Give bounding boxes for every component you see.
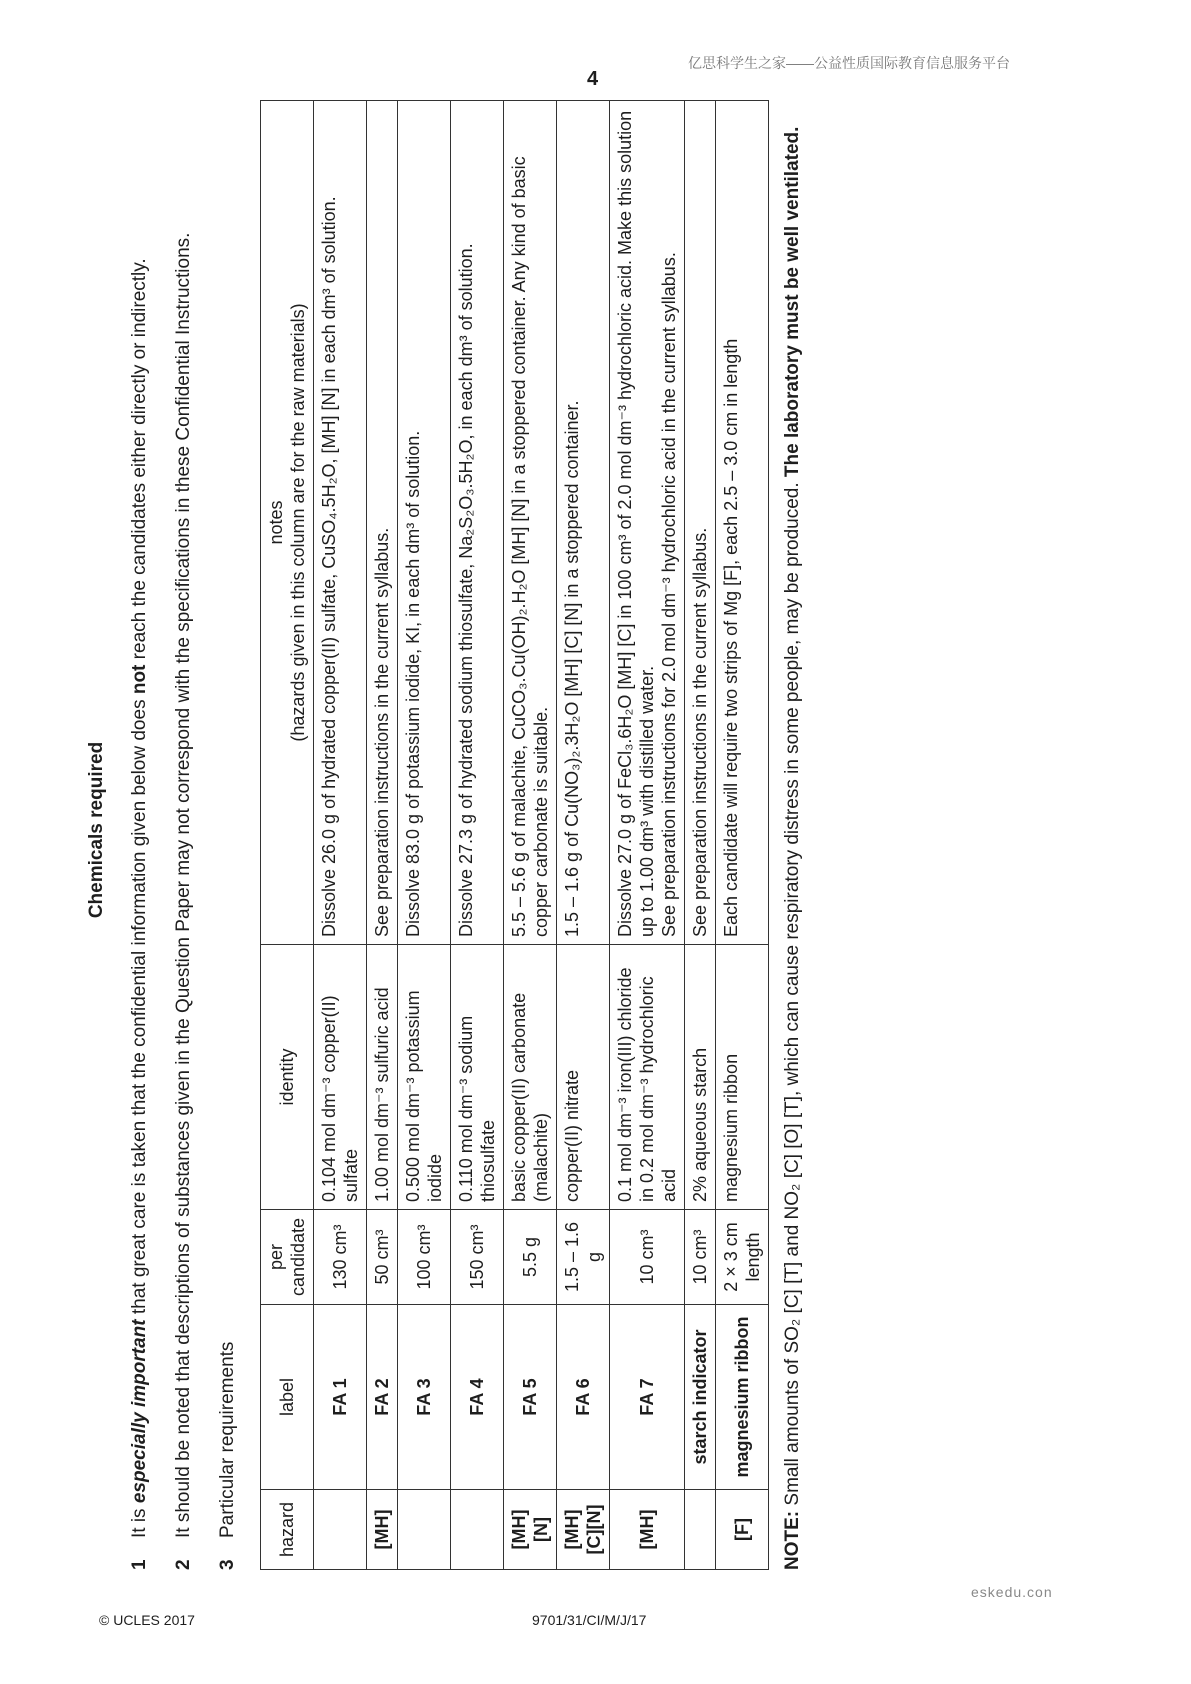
per-candidate-cell: 100 cm³ [398,1210,451,1305]
header-identity: identity [261,945,314,1210]
header-notes [261,101,314,945]
per-candidate-cell: 130 cm³ [314,1210,367,1305]
hazard-cell: [MH] [C][N] [557,1490,610,1570]
notes-subheading: (hazards given in this column are for the raw materials) [288,303,308,742]
identity-cell: 0.1 mol dm⁻³ iron(III) chloride in 0.2 mol dm⁻³ hydrochloric acid [610,945,685,1210]
identity-cell: 2% aqueous starch [685,945,716,1210]
item-number: 3 [217,1559,238,1570]
item-text: Particular requirements [217,1341,238,1538]
identity-cell: 1.00 mol dm⁻³ sulfuric acid [367,945,398,1210]
header-label: label [261,1305,314,1490]
notes-cell: See preparation instructions in the current syllabus. [685,101,716,945]
notes-cell: Dissolve 26.0 g of hydrated copper(II) sulfate, CuSO₄.5H₂O, [MH] [N] in each dm³ of solution. [314,101,367,945]
notes-cell: 5.5 – 5.6 g of malachite, CuCO₃.Cu(OH)₂.H₂O [MH] [N] in a stoppered container. Any kind of basic copper carbonate is suitable. [504,101,557,945]
note-emphasis: The laboratory must be well ventilated. [782,126,803,478]
instruction-1 [128,90,152,1570]
label-cell: FA 6 [557,1305,610,1490]
per-candidate-cell: 150 cm³ [451,1210,504,1305]
item-text: It should be noted that descriptions of substances given in the Question Paper may not correspond with the specifications in these Confidential Instructions. [173,232,194,1538]
notes-paragraph: See preparation instructions for 2.0 mol dm⁻³ hydrochloric acid in the current syllabus. [659,252,679,937]
identity-cell: 0.500 mol dm⁻³ potassium iodide [398,945,451,1210]
per-candidate-cell: 2 × 3 cm length [716,1210,769,1305]
rotated-content [76,90,1096,1570]
item-number: 1 [129,1559,150,1570]
per-candidate-cell: 50 cm³ [367,1210,398,1305]
label-cell: FA 7 [610,1305,685,1490]
table-row [557,101,610,1570]
notes-cell: Dissolve 27.3 g of hydrated sodium thiosulfate, Na₂S₂O₃.5H₂O, in each dm³ of solution. [451,101,504,945]
hazard-cell: [MH] [610,1490,685,1570]
instruction-2 [172,90,196,1570]
table-row [504,101,557,1570]
identity-cell: 0.104 mol dm⁻³ copper(II) sulfate [314,945,367,1210]
copyright: © UCLES 2017 [99,1612,195,1628]
watermark-header: 亿思科学生之家——公益性质国际教育信息服务平台 [688,55,1010,71]
table-row [314,101,367,1570]
label-cell: FA 1 [314,1305,367,1490]
per-candidate-cell: 5.5 g [504,1210,557,1305]
identity-cell: 0.110 mol dm⁻³ sodium thiosulfate [451,945,504,1210]
notes-paragraph: Dissolve 27.0 g of FeCl₃.6H₂O [MH] [C] in 100 cm³ of 2.0 mol dm⁻³ hydrochloric acid. Make this solution up to 1.00 dm³ with distilled water. [615,110,657,937]
per-candidate-cell: 10 cm³ [610,1210,685,1305]
page-number: 4 [587,68,599,90]
page-title: Chemicals required [86,741,107,919]
notes-cell: See preparation instructions in the current syllabus. [367,101,398,945]
header-hazard: hazard [261,1490,314,1570]
item-text: It is especially important that great care is taken that the confidential information given below does not reach the candidates either directly or indirectly. [129,258,150,1538]
table-row [610,101,685,1570]
header-per-candidate: per candidate [261,1210,314,1305]
notes-cell [610,101,685,945]
identity-cell: copper(II) nitrate [557,945,610,1210]
table-row [398,101,451,1570]
chemicals-table [260,100,769,1570]
notes-heading: notes [266,500,286,545]
table-row [685,101,716,1570]
table-row [451,101,504,1570]
item-number: 2 [173,1559,194,1570]
hazard-cell: [F] [716,1490,769,1570]
safety-note [781,90,805,1570]
identity-cell: basic copper(II) carbonate (malachite) [504,945,557,1210]
label-cell: FA 5 [504,1305,557,1490]
watermark-url: eskedu.con [971,1584,1053,1600]
hazard-cell [451,1490,504,1570]
paper-code: 9701/31/CI/M/J/17 [532,1612,647,1628]
per-candidate-cell: 1.5 – 1.6 g [557,1210,610,1305]
identity-cell: magnesium ribbon [716,945,769,1210]
hazard-cell [314,1490,367,1570]
notes-cell: Dissolve 83.0 g of potassium iodide, KI, in each dm³ of solution. [398,101,451,945]
hazard-cell [398,1490,451,1570]
table-row [367,101,398,1570]
label-cell: FA 4 [451,1305,504,1490]
hazard-cell: [MH] [N] [504,1490,557,1570]
label-cell: FA 2 [367,1305,398,1490]
table-row [716,101,769,1570]
instruction-3 [216,90,240,1570]
note-label: NOTE: [782,1510,803,1570]
note-text: Small amounts of SO₂ [C] [T] and NO₂ [C] [O] [T], which can cause respiratory distress in some people, may be produced. [782,482,803,1506]
notes-cell: 1.5 – 1.6 g of Cu(NO₃)₂.3H₂O [MH] [C] [N] in a stoppered container. [557,101,610,945]
hazard-cell: [MH] [367,1490,398,1570]
hazard-cell [685,1490,716,1570]
table-header-row [261,101,314,1570]
label-cell: FA 3 [398,1305,451,1490]
label-cell: magnesium ribbon [716,1305,769,1490]
notes-cell: Each candidate will require two strips of Mg [F], each 2.5 – 3.0 cm in length [716,101,769,945]
label-cell: starch indicator [685,1305,716,1490]
per-candidate-cell: 10 cm³ [685,1210,716,1305]
